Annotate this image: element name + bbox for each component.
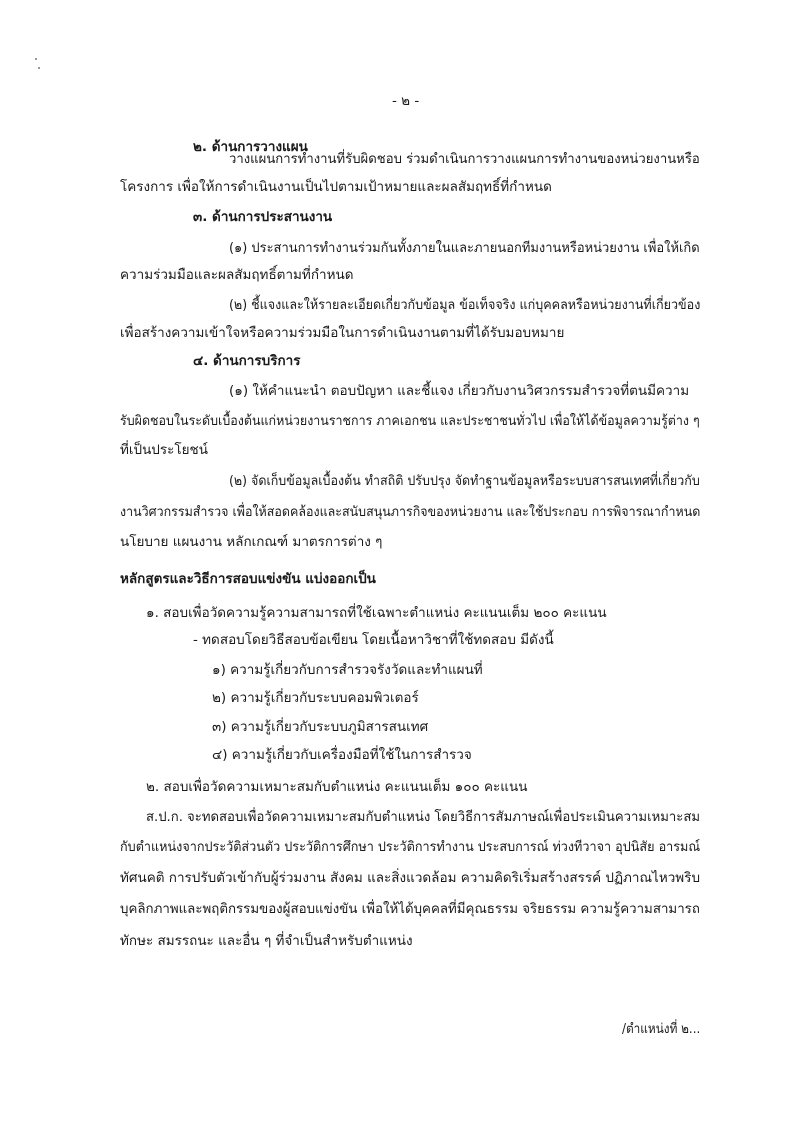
scan-speck [38, 67, 40, 69]
exam-topic: ๔) ความรู้เกี่ยวกับเครื่องมือที่ใช้ในการสำรวจ [212, 747, 472, 763]
paragraph-line: งานวิศวกรรมสำรวจ เพื่อให้สอดคล้องและสนับสนุนภารกิจของหน่วยงาน และใช้ประกอบ การพิจารณากำหนด [120, 504, 701, 520]
paragraph-line: เพื่อสร้างความเข้าใจหรือความร่วมมือในการดำเนินงานตามที่ได้รับมอบหมาย [120, 325, 565, 341]
paragraph-line: ทักษะ สมรรถนะ และอื่น ๆ ที่จำเป็นสำหรับตำแหน่ง [120, 933, 413, 949]
exam-part-2: ๒. สอบเพื่อวัดความเหมาะสมกับตำแหน่ง คะแนนเต็ม ๑๐๐ คะแนน [146, 779, 528, 795]
exam-topic: ๑) ความรู้เกี่ยวกับการสำรวจรังวัดและทำแผนที่ [212, 662, 483, 678]
exam-part-1: ๑. สอบเพื่อวัดความรู้ความสามารถที่ใช้เฉพาะตำแหน่ง คะแนนเต็ม ๒๐๐ คะแนน [146, 605, 607, 621]
page-number: - ๒ - [392, 93, 420, 109]
exam-heading: หลักสูตรและวิธีการสอบแข่งขัน แบ่งออกเป็น [120, 571, 376, 587]
section-heading-planning: ๒. ด้านการวางแผน [193, 139, 308, 155]
paragraph-line: บุคลิกภาพและพฤติกรรมของผู้สอบแข่งขัน เพื่อให้ได้บุคคลที่มีคุณธรรม จริยธรรม ความรู้ความสามารถ [120, 901, 700, 917]
paragraph-line: ที่เป็นประโยชน์ [120, 442, 208, 458]
scan-speck [35, 58, 37, 60]
paragraph-line: รับผิดชอบในระดับเบื้องต้นแก่หน่วยงานราชการ ภาคเอกชน และประชาชนทั่วไป เพื่อให้ได้ข้อมูลความรู้ต่าง ๆ [120, 413, 700, 429]
exam-topic: ๒) ความรู้เกี่ยวกับระบบคอมพิวเตอร์ [212, 690, 419, 706]
paragraph-line: (๒) จัดเก็บข้อมูลเบื้องต้น ทำสถิติ ปรับปรุง จัดทำฐานข้อมูลหรือระบบสารสนเทศที่เกี่ยวกับ [229, 473, 700, 489]
paragraph-line: วางแผนการทำงานที่รับผิดชอบ ร่วมดำเนินการวางแผนการทำงานของหน่วยงานหรือ [229, 151, 700, 167]
section-heading-service: ๔. ด้านการบริการ [193, 353, 301, 369]
paragraph-line: กับตำแหน่งจากประวัติส่วนตัว ประวัติการศึกษา ประวัติการทำงาน ประสบการณ์ ท่วงทีวาจา อุปนิสัย อารมณ์ [120, 839, 701, 855]
paragraph-line: นโยบาย แผนงาน หลักเกณฑ์ มาตรการต่าง ๆ [120, 534, 383, 550]
paragraph-line: (๑) ประสานการทำงานร่วมกันทั้งภายในและภายนอกทีมงานหรือหน่วยงาน เพื่อให้เกิด [229, 240, 700, 256]
footer-continuation: /ตำแหน่งที่ ๒... [622, 1021, 701, 1037]
paragraph-line: ส.ป.ก. จะทดสอบเพื่อวัดความเหมาะสมกับตำแหน่ง โดยวิธีการสัมภาษณ์เพื่อประเมินความเหมาะสม [146, 809, 701, 825]
paragraph-line: โครงการ เพื่อให้การดำเนินงานเป็นไปตามเป้าหมายและผลสัมฤทธิ์ที่กำหนด [120, 179, 552, 195]
paragraph-line: (๒) ชี้แจงและให้รายละเอียดเกี่ยวกับข้อมูล ข้อเท็จจริง แก่บุคคลหรือหน่วยงานที่เกี่ยวข้อง [229, 297, 701, 313]
paragraph-line: ความร่วมมือและผลสัมฤทธิ์ตามที่กำหนด [120, 267, 354, 283]
paragraph-line: ทัศนคติ การปรับตัวเข้ากับผู้ร่วมงาน สังคม และสิ่งแวดล้อม ความคิดริเริ่มสร้างสรรค์ ปฏิภาณไหวพริบ [120, 870, 701, 886]
exam-written-note: - ทดสอบโดยวิธีสอบข้อเขียน โดยเนื้อหาวิชาที่ใช้ทดสอบ มีดังนี้ [193, 632, 554, 648]
exam-topic: ๓) ความรู้เกี่ยวกับระบบภูมิสารสนเทศ [212, 719, 429, 735]
section-heading-coordination: ๓. ด้านการประสานงาน [193, 209, 333, 225]
paragraph-line: (๑) ให้คำแนะนำ ตอบปัญหา และชี้แจง เกี่ยวกับงานวิศวกรรมสำรวจที่ตนมีความ [229, 383, 690, 399]
